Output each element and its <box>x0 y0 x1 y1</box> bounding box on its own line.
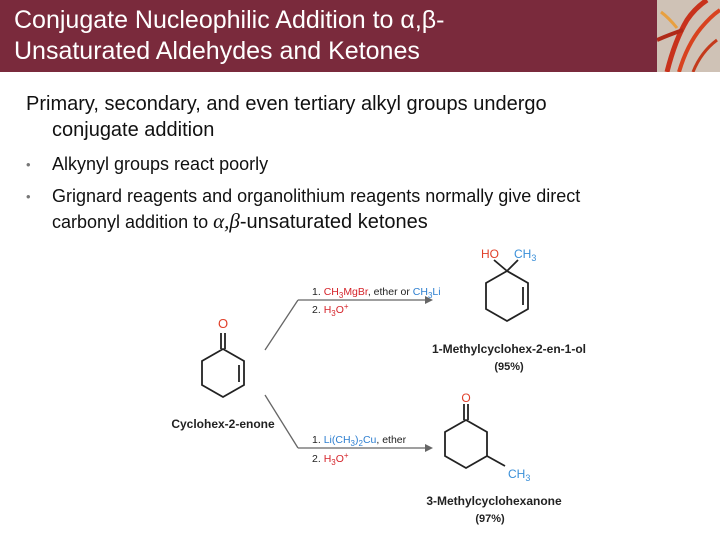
cyclohexenone-structure <box>202 333 244 397</box>
title-line-1: Conjugate Nucleophilic Addition to α,β- <box>14 6 445 34</box>
start-oxygen-label: O <box>217 316 229 331</box>
bullet-dot: • <box>26 189 31 204</box>
top-methyl-label: $CH_3$ <box>514 247 537 263</box>
methylcyclohexanone-structure <box>445 404 505 468</box>
bottom-methyl-label: $CH_3$ <box>508 467 531 483</box>
bullet-line-1: Grignard reagents and organolithium reagents normally give direct <box>52 186 581 206</box>
start-compound-name: Cyclohex-2-enone <box>171 417 275 431</box>
arrow-head-bottom <box>425 444 433 452</box>
alpha-beta-symbol: α,β <box>213 209 240 233</box>
hydroxyl-label: HO <box>481 247 499 261</box>
top-step-1: 1. $CH_3MgBr$, ether or $CH_3Li$ <box>312 286 441 300</box>
intro-line-2: conjugate addition <box>52 119 215 141</box>
bottom-oxygen-label: O <box>461 391 471 405</box>
methylcyclohexenol-structure <box>486 260 528 321</box>
bottom-step-1: 1. $Li(CH_3)_2Cu$, ether <box>312 434 407 448</box>
title-line-2: Unsaturated Aldehydes and Ketones <box>14 37 420 65</box>
bullet-line-2-post: -unsaturated ketones <box>239 211 428 233</box>
bottom-product-yield: (97%) <box>475 513 505 525</box>
intro-line-1: Primary, secondary, and even tertiary alkyl groups undergo <box>26 93 547 115</box>
bullet-line-2-pre: carbonyl addition to <box>52 212 214 232</box>
bottom-product-name: 3-Methylcyclohexanone <box>426 494 562 508</box>
top-product-yield: (95%) <box>494 361 524 373</box>
bottom-step-2: 2. $H_3O^+$ <box>312 451 349 467</box>
top-product-name: 1-Methylcyclohex-2-en-1-ol <box>431 342 587 356</box>
top-step-2: 2. $H_3O^+$ <box>312 302 349 318</box>
reaction-arrows <box>265 300 425 448</box>
bullet-text: Alkynyl groups react poorly <box>52 154 269 174</box>
bullet-dot: • <box>26 157 31 172</box>
